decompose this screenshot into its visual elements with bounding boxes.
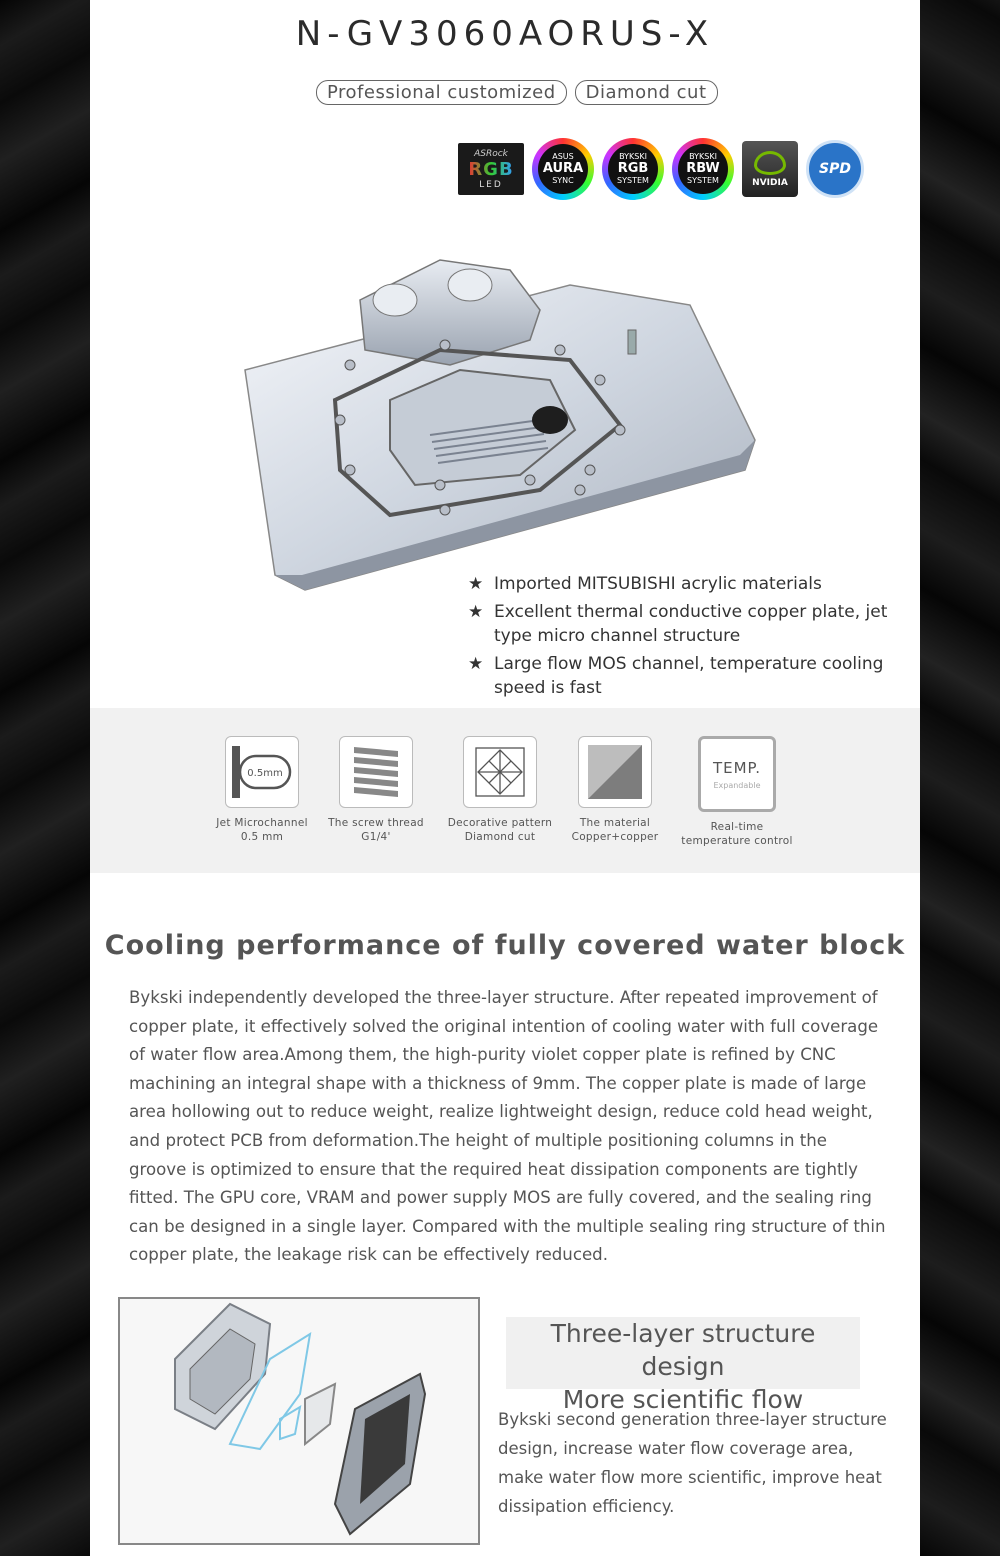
temp-icon-text: TEMP. bbox=[712, 758, 762, 777]
diamond-icon bbox=[463, 736, 537, 808]
feature-list bbox=[468, 572, 898, 704]
feature-item bbox=[468, 572, 898, 596]
nvidia-logo bbox=[742, 141, 798, 197]
rgb-sub: SYSTEM bbox=[617, 176, 649, 185]
nvidia-text: NVIDIA bbox=[752, 177, 788, 188]
microchannel-icon-text: 0.5mm bbox=[247, 768, 283, 779]
spd-logo: SPD bbox=[806, 140, 864, 198]
rbw-main: RBW bbox=[686, 161, 720, 176]
spec-decorative-pattern bbox=[440, 736, 560, 844]
tag-professional-customized: Professional customized bbox=[316, 80, 567, 105]
three-layer-exploded-image bbox=[118, 1297, 480, 1545]
spec-label-line1: Decorative pattern bbox=[447, 817, 553, 829]
feature-item bbox=[468, 652, 898, 700]
water-block-product-image bbox=[240, 240, 770, 600]
feature-item bbox=[468, 600, 898, 648]
spec-label-line2: Diamond cut bbox=[464, 831, 536, 843]
spec-label-line2: temperature control bbox=[681, 835, 793, 847]
aura-main: AURA bbox=[542, 161, 584, 176]
three-layer-description: Bykski second generation three-layer structure design, increase water flow coverage area, make water flow more scientific, improve heat dissipation efficiency. bbox=[498, 1410, 887, 1516]
rbw-top: BYKSKI bbox=[689, 152, 717, 161]
spec-temperature-control bbox=[676, 736, 798, 848]
right-background-texture bbox=[920, 0, 1000, 1556]
asrock-brand: ASRock bbox=[474, 148, 508, 159]
temp-sensor-icon bbox=[698, 736, 776, 812]
product-title: N-GV3060AORUS-X bbox=[295, 14, 715, 54]
spec-label-line1: The material bbox=[579, 817, 651, 829]
spec-label-line2: 0.5 mm bbox=[240, 831, 284, 843]
microchannel-icon bbox=[225, 736, 299, 808]
screw-thread-icon bbox=[339, 736, 413, 808]
tag-diamond-cut: Diamond cut bbox=[575, 80, 718, 105]
spec-material bbox=[555, 736, 675, 844]
bykski-rgb-system-logo bbox=[602, 138, 664, 200]
spec-label-line1: Jet Microchannel bbox=[216, 817, 308, 829]
temp-icon-sub: Expandable bbox=[713, 780, 761, 790]
copper-material-icon bbox=[578, 736, 652, 808]
star-icon: ★ bbox=[468, 602, 484, 622]
spec-label-line1: Real-time bbox=[710, 821, 764, 833]
spec-strip bbox=[90, 708, 920, 873]
tag-list bbox=[316, 80, 718, 105]
asrock-rgb-led-logo bbox=[458, 143, 524, 195]
aura-top: ASUS bbox=[552, 152, 574, 161]
rgb-main: RGB bbox=[617, 161, 649, 176]
rbw-sub: SYSTEM bbox=[687, 176, 719, 185]
three-layer-title-line2: More scientific flow bbox=[562, 1385, 804, 1414]
spec-label-line2: Copper+copper bbox=[571, 831, 659, 843]
left-background-texture bbox=[0, 0, 90, 1556]
compatibility-logos bbox=[458, 138, 864, 200]
asrock-led-text: LED bbox=[479, 179, 503, 190]
three-layer-title-line1: Three-layer structure design bbox=[550, 1319, 816, 1381]
three-layer-title-box bbox=[506, 1317, 860, 1414]
feature-text: Large flow MOS channel, temperature cooling speed is fast bbox=[494, 654, 884, 698]
section-heading: Cooling performance of fully covered water block bbox=[104, 930, 906, 961]
section-paragraph: Bykski independently developed the three-layer structure. After repeated improvement of copper plate, it effectively solved the original intention of cooling water with full coverage of water flow area.Among them, the high-purity violet copper plate is refined by CNC machining an integral shape with a thickness of 9mm. The copper plate is made of large area hollowing out to reduce weight, realize lightweight design, reduce cold head weight, and protect PCB from deformation.The height of multiple positioning columns in the groove is optimized to ensure that the required heat dissipation components are tightly fitted. The GPU core, VRAM and power supply MOS are fully covered, and the sealing ring can be designed in a single layer. Compared with the multiple sealing ring structure of thin copper plate, the leakage risk can be effectively reduced. bbox=[129, 988, 886, 1265]
spec-jet-microchannel bbox=[202, 736, 322, 844]
star-icon: ★ bbox=[468, 654, 484, 674]
feature-text: Excellent thermal conductive copper plate, jet type micro channel structure bbox=[494, 602, 888, 646]
spec-label-line2: G1/4' bbox=[361, 831, 391, 843]
rgb-top: BYKSKI bbox=[619, 152, 647, 161]
feature-text: Imported MITSUBISHI acrylic materials bbox=[494, 574, 822, 594]
asus-aura-sync-logo bbox=[532, 138, 594, 200]
nvidia-eye-icon bbox=[754, 151, 786, 175]
asrock-rgb-text: RGB bbox=[468, 158, 514, 180]
spec-label-line1: The screw thread bbox=[328, 817, 424, 829]
spec-screw-thread bbox=[316, 736, 436, 844]
product-page bbox=[90, 0, 920, 1556]
star-icon: ★ bbox=[468, 574, 484, 594]
bykski-rbw-system-logo bbox=[672, 138, 734, 200]
aura-sub: SYNC bbox=[552, 176, 574, 185]
